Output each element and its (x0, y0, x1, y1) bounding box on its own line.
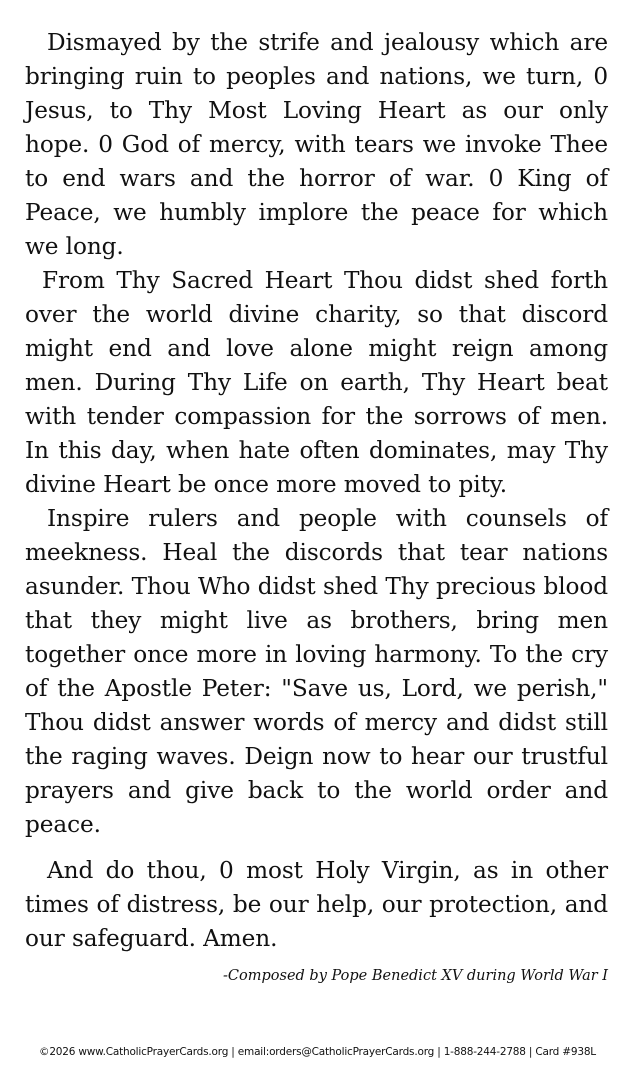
prayer-paragraph-1: Dismayed by the strife and jealousy which are bringing ruin to peoples and nations, we turn, 0 Jesus, to Thy Most Loving Heart as our only hope. 0 God of mercy, with tears we invoke Thee to end wars and the horror of war. 0 King of Peace, we humbly implore the peace for which we long. (25, 29, 608, 260)
prayer-paragraph-4: And do thou, 0 most Holy Virgin, as in other times of distress, be our help, our protection, and our safeguard. Amen. (25, 857, 608, 952)
prayer-card (25, 26, 608, 984)
prayer-paragraph-2: From Thy Sacred Heart Thou didst shed forth over the world divine charity, so that discord might end and love alone might reign among men. During Thy Life on earth, Thy Heart beat with tender compassion for the sorrows of men. In this day, when hate often dominates, may Thy divine Heart be once more moved to pity. (25, 267, 608, 498)
prayer-paragraph-3: Inspire rulers and people with counsels of meekness. Heal the discords that tear nations asunder. Thou Who didst shed Thy precious blood that they might live as brothers, bring men together once more in loving harmony. To the cry of the Apostle Peter: "Save us, Lord, we perish," Thou didst answer words of mercy and didst still the raging waves. Deign now to hear our trustful prayers and give back to the world order and peace. (25, 505, 608, 838)
prayer-attribution: -Composed by Pope Benedict XV during World War I (223, 968, 608, 984)
copyright-footer: ©2026 www.CatholicPrayerCards.org | email:orders@CatholicPrayerCards.org | 1-888-244-2788 | Card #938L (39, 1046, 596, 1058)
